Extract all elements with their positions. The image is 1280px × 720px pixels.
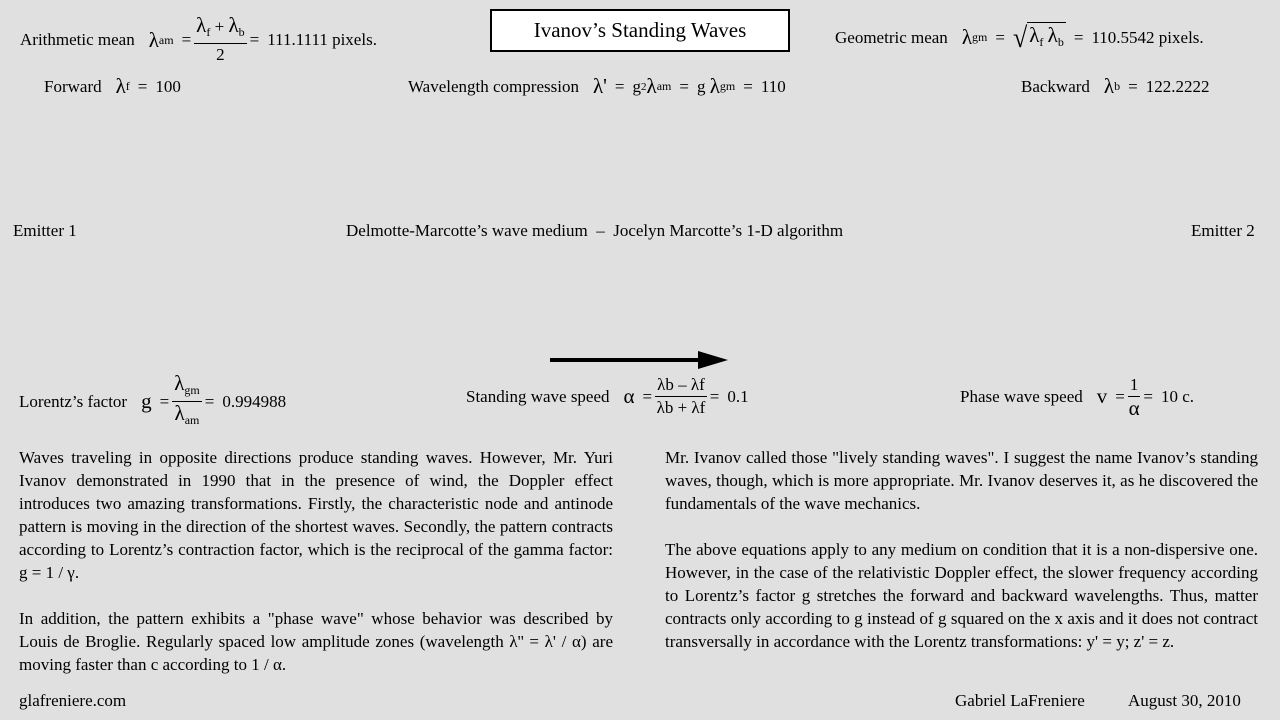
- right-paragraph-2: The above equations apply to any medium on condition that it is a non-dispersive one. However, in the case of the relativistic Doppler effect, the slower frequency according to Lorentz’s factor g stretches the forward and backward wavelengths. Thus, matter contracts only according to g instead of g squared on the x axis and it does not contract transversally in accordance with the Lorentz transformations: y' = y; z' = z.: [665, 540, 1258, 651]
- forward-value: 100: [155, 76, 181, 96]
- right-text-column: [665, 446, 1258, 676]
- geometric-mean-value: 110.5542 pixels.: [1091, 27, 1204, 47]
- phase-wave-speed-value: 10 c.: [1160, 386, 1194, 406]
- forward-wavelength: Forward λ f = 100: [44, 74, 181, 98]
- lorentz-label: Lorentz’s factor: [19, 391, 128, 411]
- standing-wave-fraction: $\frac{\lambda b - \lambda f}{\lambda b + \lambda f}$: [656, 375, 706, 417]
- footer-author: Gabriel LaFreniere: [955, 691, 1085, 710]
- lambda-am-symbol: λ: [148, 27, 159, 52]
- direction-arrow-icon: [548, 350, 730, 370]
- square-root: √ $\lambda_f$ $\lambda_b$: [1012, 21, 1064, 53]
- standing-wave-speed-value: 0.1: [727, 386, 749, 406]
- arithmetic-mean-value: 111.1111 pixels.: [267, 30, 377, 49]
- forward-label: Forward: [44, 76, 102, 96]
- footer-website: glafreniere.com: [19, 691, 127, 710]
- geometric-mean-equation: Geometric mean λ gm = √ $\lambda_f$ $\lambda_b$ = 110.5542 pixels.: [835, 21, 1204, 53]
- left-paragraph-2: In addition, the pattern exhibits a "phase wave" whose behavior was described by Louis de Broglie. Regularly spaced low amplitude zones (wavelength λ'' = λ' / α) are moving faster than c according to 1 / α.: [19, 609, 613, 674]
- backward-label: Backward: [1021, 76, 1090, 96]
- standing-wave-speed-equation: Standing wave speed α = $\frac{\lambda b - \lambda f}{\lambda b + \lambda f}$ = 0.1: [466, 375, 749, 417]
- compression-value: 110: [760, 76, 786, 96]
- lorentz-value: 0.994988: [222, 391, 287, 411]
- arithmetic-mean-equation: Arithmetic mean λ am = $\frac{\lambda_f + \lambda_b}{2}$ = 111.1111 pixels.: [20, 13, 377, 64]
- right-paragraph-1: Mr. Ivanov called those "lively standing waves". I suggest the name Ivanov’s standing waves, though, which is more appropriate. Mr. Ivanov deserves it, as he discovered the fundamentals of the wave mechanics.: [665, 448, 1258, 513]
- arithmetic-mean-label: Arithmetic mean: [20, 30, 135, 49]
- page-title: Ivanov’s Standing Waves: [490, 9, 790, 52]
- lorentz-fraction: $\frac{\lambda_{gm}}{\lambda_{am}}$: [174, 371, 200, 427]
- standing-wave-speed-label: Standing wave speed: [466, 386, 610, 406]
- phase-wave-speed-label: Phase wave speed: [960, 386, 1083, 406]
- lambda-gm-symbol: λ: [961, 25, 972, 49]
- medium-caption: Delmotte-Marcotte’s wave medium – Jocelyn Marcotte’s 1-D algorithm: [346, 221, 844, 240]
- wavelength-compression: Wavelength compression λ' = g 2 λ am = g λ gm = 110: [408, 74, 786, 98]
- left-paragraph-1: Waves traveling in opposite directions produce standing waves. However, Mr. Yuri Ivanov demonstrated in 1990 that in the presence of wind, the Doppler effect introduces two amazing transformations. Firstly, the characteristic node and antinode pattern is moving in the direction of the shortest waves. Secondly, the pattern contracts according to Lorentz’s contraction factor, which is the reciprocal of the gamma factor: g = 1 / γ.: [19, 448, 613, 582]
- left-text-column: [19, 446, 613, 699]
- arithmetic-mean-fraction: $\frac{\lambda_f + \lambda_b}{2}$: [196, 13, 245, 64]
- phase-wave-fraction: $\frac{1}{\alpha}$: [1128, 375, 1140, 420]
- compression-label: Wavelength compression: [408, 76, 579, 96]
- footer-date: August 30, 2010: [1128, 691, 1241, 710]
- phase-wave-speed-equation: Phase wave speed v = $\frac{1}{\alpha}$ = 10 c.: [960, 375, 1194, 420]
- emitter-2-label: Emitter 2: [1191, 221, 1255, 240]
- emitter-1-label: Emitter 1: [13, 221, 77, 240]
- backward-wavelength: Backward λ b = 122.2222: [1021, 74, 1210, 98]
- lorentz-factor-equation: Lorentz’s factor g = $\frac{\lambda_{gm}}{\lambda_{am}}$ = 0.994988: [19, 372, 286, 431]
- backward-value: 122.2222: [1145, 76, 1210, 96]
- geometric-mean-label: Geometric mean: [835, 27, 948, 47]
